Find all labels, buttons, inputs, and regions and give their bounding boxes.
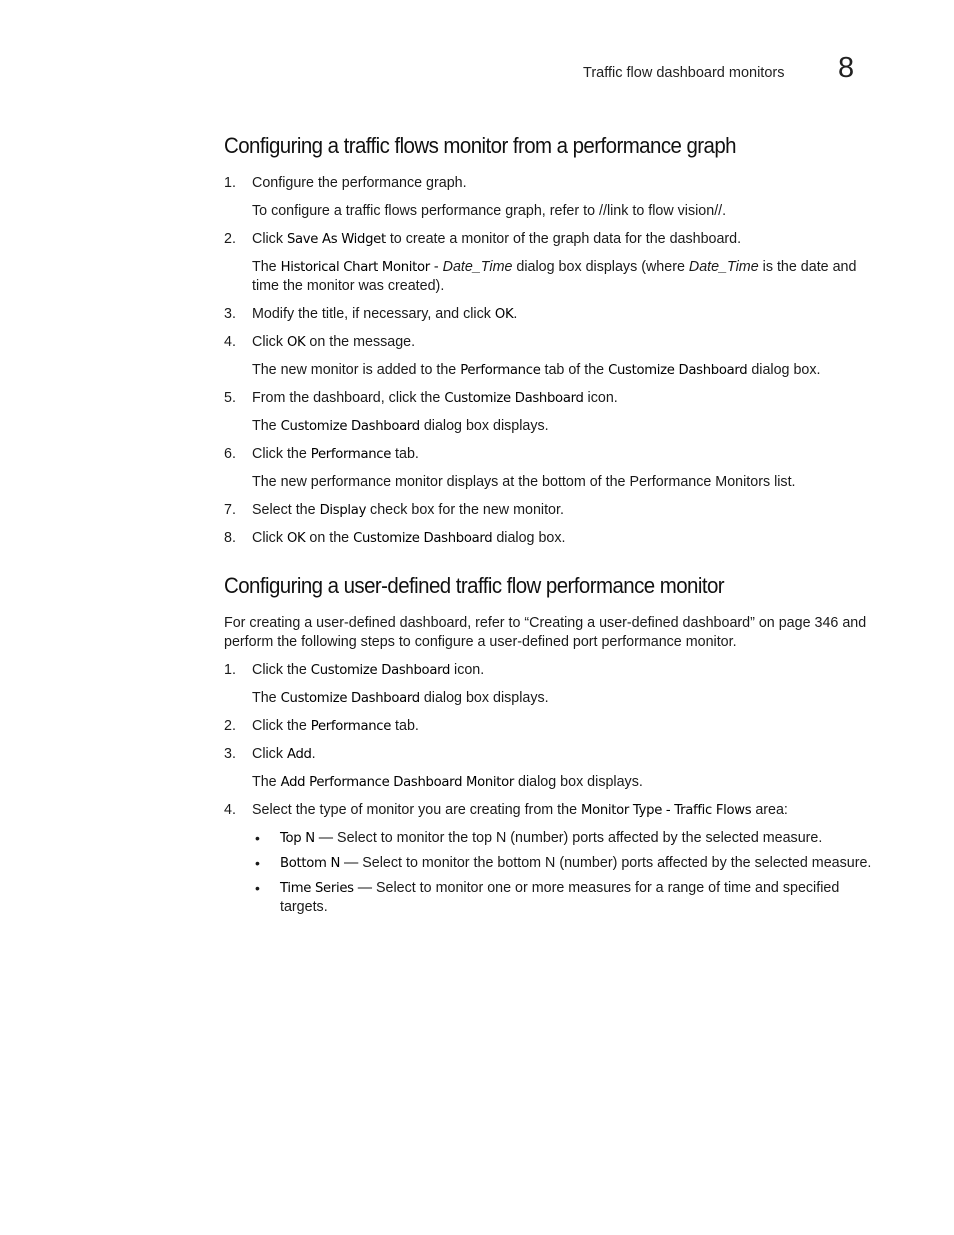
step-number: 1.: [224, 175, 236, 191]
step-text: check box for the new monitor.: [366, 502, 564, 518]
step-text: icon.: [450, 662, 485, 678]
step-number: 1.: [224, 662, 236, 678]
ui-label-ok: OK: [494, 307, 514, 322]
step-5: [224, 389, 872, 408]
step-number: 2.: [224, 718, 236, 734]
note-text: dialog box displays.: [514, 774, 643, 790]
note-text: The: [252, 690, 281, 706]
step-text: Click: [252, 746, 287, 762]
step-4: [224, 801, 872, 820]
note-text: The: [252, 418, 281, 434]
ui-label-historical-chart-monitor: Historical Chart Monitor: [280, 260, 430, 275]
ui-label-monitor-type-traffic-flows: Monitor Type - Traffic Flows: [581, 803, 752, 818]
date-time-placeholder: Date_Time: [688, 259, 759, 275]
note-text: dialog box displays.: [419, 690, 549, 706]
note-text: The new monitor is added to the: [252, 362, 461, 378]
bullet-item-bottom-n: [224, 854, 872, 873]
note-text: The: [252, 774, 281, 790]
step-text: tab.: [391, 446, 419, 462]
ui-label-add-performance-dashboard-monitor: Add Performance Dashboard Monitor: [280, 775, 515, 790]
note-text: dialog box displays.: [419, 418, 549, 434]
step-text: From the dashboard, click the: [252, 390, 445, 406]
step-3: [224, 745, 872, 764]
ui-label-performance: Performance: [460, 363, 541, 378]
step-text: on the: [305, 530, 354, 546]
step-1-note: To configure a traffic flows performance graph, refer to //link to flow vision//.: [252, 203, 727, 219]
step-6-note: The new performance monitor displays at the bottom of the Performance Monitors list.: [252, 474, 796, 490]
step-text: .: [311, 746, 316, 762]
step-8: [224, 529, 872, 548]
step-number: 6.: [224, 446, 236, 462]
step-text: Click the: [252, 446, 311, 462]
running-header-title: Traffic flow dashboard monitors: [583, 65, 785, 81]
note-text: The: [252, 259, 281, 275]
step-number: 2.: [224, 231, 236, 247]
step-5-note: [224, 417, 872, 436]
step-text: Modify the title, if necessary, and click: [252, 306, 495, 322]
bullet-icon: •: [255, 830, 260, 846]
step-3-note: [224, 773, 872, 792]
step-text: Select the type of monitor you are creating from the: [252, 802, 581, 818]
ui-label-customize-dashboard: Customize Dashboard: [280, 419, 420, 434]
step-number: 4.: [224, 334, 236, 350]
step-2: [224, 230, 872, 249]
bullet-item-top-n: [224, 829, 872, 848]
step-text: to create a monitor of the graph data for the dashboard.: [385, 231, 742, 247]
bullet-icon: •: [255, 855, 260, 871]
note-text: dialog box displays (where: [512, 259, 689, 275]
bullet-text: — Select to monitor one or more measures for a range of time and specified targets.: [280, 880, 840, 915]
step-number: 4.: [224, 802, 236, 818]
step-text: Click: [252, 334, 287, 350]
step-text: Click: [252, 231, 287, 247]
step-6: [224, 445, 872, 464]
ui-label-customize-dashboard: Customize Dashboard: [280, 691, 420, 706]
date-time-placeholder: Date_Time: [442, 259, 513, 275]
bullet-text: — Select to monitor the bottom N (number) ports affected by the selected measure.: [340, 855, 872, 871]
step-2: [224, 717, 872, 736]
note-text: -: [429, 259, 443, 275]
ui-label-customize-dashboard: Customize Dashboard: [444, 391, 584, 406]
section-heading-performance-graph: Configuring a traffic flows monitor from a performance graph: [224, 133, 736, 158]
step-text: on the message.: [305, 334, 416, 350]
step-text: .: [513, 306, 518, 322]
ui-label-add: Add: [286, 747, 312, 762]
ui-label-ok: OK: [286, 335, 306, 350]
ui-label-customize-dashboard: Customize Dashboard: [608, 363, 748, 378]
step-1-note: [224, 689, 872, 708]
note-text: tab of the: [540, 362, 609, 378]
step-3: [224, 305, 872, 324]
step-number: 5.: [224, 390, 236, 406]
step-2-note: [224, 258, 872, 296]
bullet-icon: •: [255, 880, 260, 896]
step-text: Click: [252, 530, 287, 546]
step-text: Select the: [252, 502, 320, 518]
ui-label-performance: Performance: [310, 447, 392, 462]
section-intro: For creating a user-defined dashboard, refer to “Creating a user-defined dashboard” on page 346 and perform the following steps to configure a user-defined port performance monitor.: [224, 615, 867, 650]
step-text: Click the: [252, 662, 311, 678]
note-text: dialog box.: [747, 362, 821, 378]
ui-label-top-n: Top N: [280, 831, 315, 846]
ui-label-time-series: Time Series: [280, 881, 354, 896]
step-text: area:: [751, 802, 788, 818]
section-heading-user-defined-monitor: Configuring a user-defined traffic flow performance monitor: [224, 573, 725, 598]
bullet-text: — Select to monitor the top N (number) ports affected by the selected measure.: [314, 830, 823, 846]
step-text: Click the: [252, 718, 311, 734]
step-4: [224, 333, 872, 352]
step-4-note: [224, 361, 872, 380]
step-text: dialog box.: [492, 530, 566, 546]
ui-label-display: Display: [319, 503, 367, 518]
note-text: is the date and time the monitor was created).: [252, 259, 857, 294]
page-content: [224, 130, 872, 923]
ui-label-ok: OK: [286, 531, 306, 546]
step-text: tab.: [391, 718, 419, 734]
ui-label-performance: Performance: [310, 719, 392, 734]
step-number: 8.: [224, 530, 236, 546]
step-1: [224, 174, 872, 193]
step-number: 3.: [224, 306, 236, 322]
step-number: 7.: [224, 502, 236, 518]
step-1: [224, 661, 872, 680]
ui-label-bottom-n: Bottom N: [280, 856, 341, 871]
step-number: 3.: [224, 746, 236, 762]
ui-label-save-as-widget: Save As Widget: [286, 232, 386, 247]
step-text: Configure the performance graph.: [252, 175, 467, 191]
chapter-number: 8: [838, 52, 855, 84]
step-7: [224, 501, 872, 520]
ui-label-customize-dashboard: Customize Dashboard: [310, 663, 451, 678]
ui-label-customize-dashboard: Customize Dashboard: [353, 531, 493, 546]
step-text: icon.: [583, 390, 618, 406]
bullet-item-time-series: [224, 879, 872, 917]
